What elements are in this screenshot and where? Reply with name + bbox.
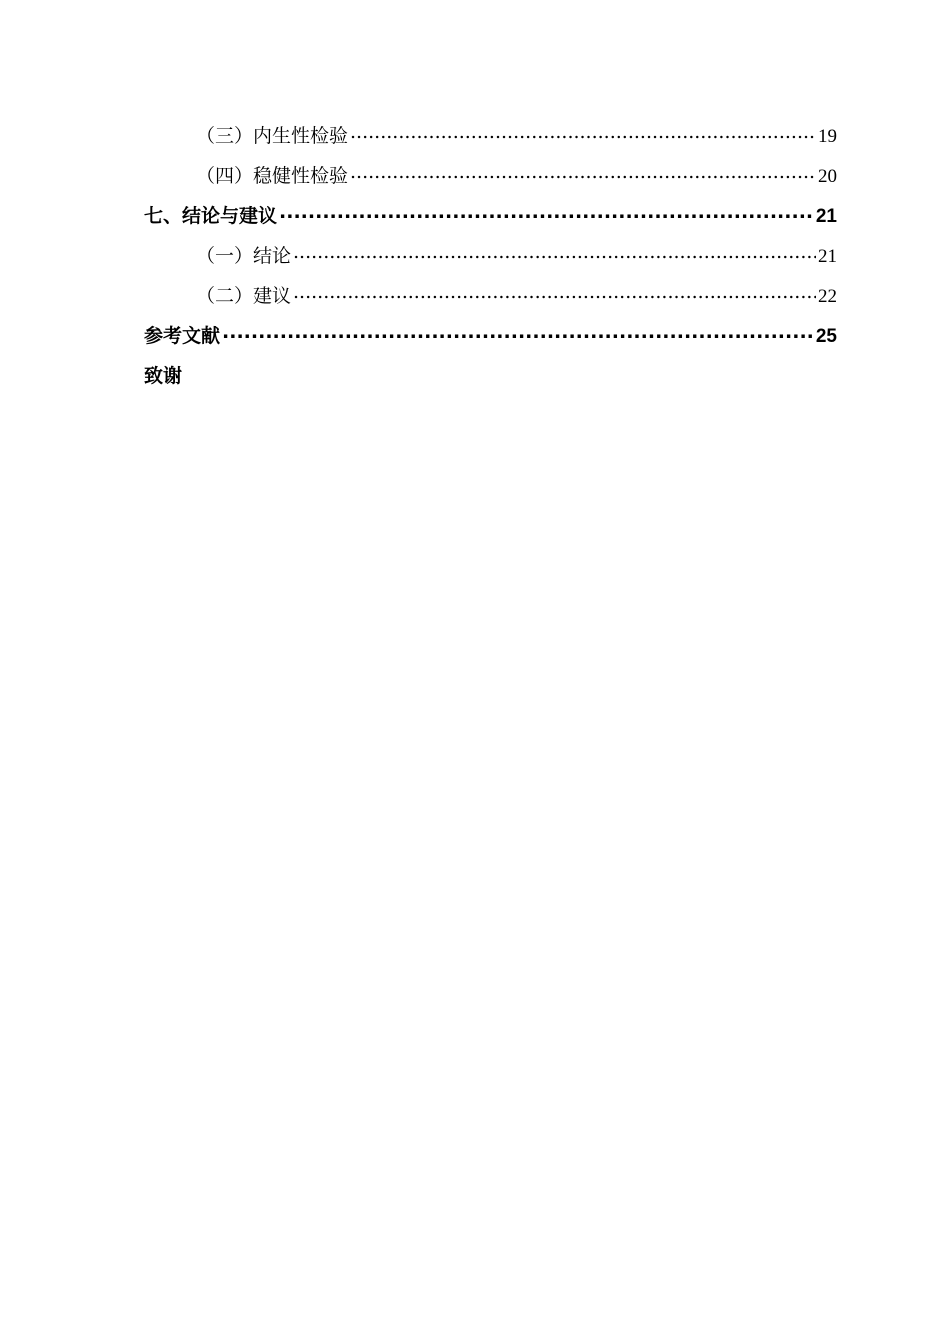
table-of-contents — [144, 116, 837, 396]
toc-dot-leader — [293, 243, 816, 262]
toc-entry-title: 七、结论与建议 — [144, 205, 278, 227]
toc-entry-title: 致谢 — [144, 365, 183, 387]
toc-entry-endogeneity-test[interactable] — [144, 116, 837, 156]
toc-entry-conclusions[interactable] — [144, 236, 837, 276]
toc-entry-acknowledgements[interactable] — [144, 356, 837, 396]
toc-entry-title: （一）结论 — [196, 245, 292, 267]
toc-entry-conclusions-and-suggestions[interactable] — [144, 196, 837, 236]
toc-entry-title: 参考文献 — [144, 325, 221, 347]
toc-entry-robustness-test[interactable] — [144, 156, 837, 196]
toc-entry-suggestions[interactable] — [144, 276, 837, 316]
toc-entry-page-number: 21 — [818, 246, 837, 267]
toc-dot-leader — [222, 323, 814, 342]
toc-entry-page-number: 19 — [818, 126, 837, 147]
toc-entry-title: （二）建议 — [196, 285, 292, 307]
toc-entry-title: （三）内生性检验 — [196, 125, 349, 147]
toc-entry-title: （四）稳健性检验 — [196, 165, 349, 187]
toc-dot-leader — [350, 163, 816, 182]
toc-dot-leader — [293, 283, 816, 302]
toc-entry-page-number: 20 — [818, 166, 837, 187]
toc-entry-page-number: 21 — [815, 206, 837, 227]
toc-dot-leader — [279, 203, 814, 222]
toc-entry-references[interactable] — [144, 316, 837, 356]
toc-entry-page-number: 25 — [815, 326, 837, 347]
toc-entry-page-number: 22 — [818, 286, 837, 307]
toc-dot-leader — [350, 123, 816, 142]
